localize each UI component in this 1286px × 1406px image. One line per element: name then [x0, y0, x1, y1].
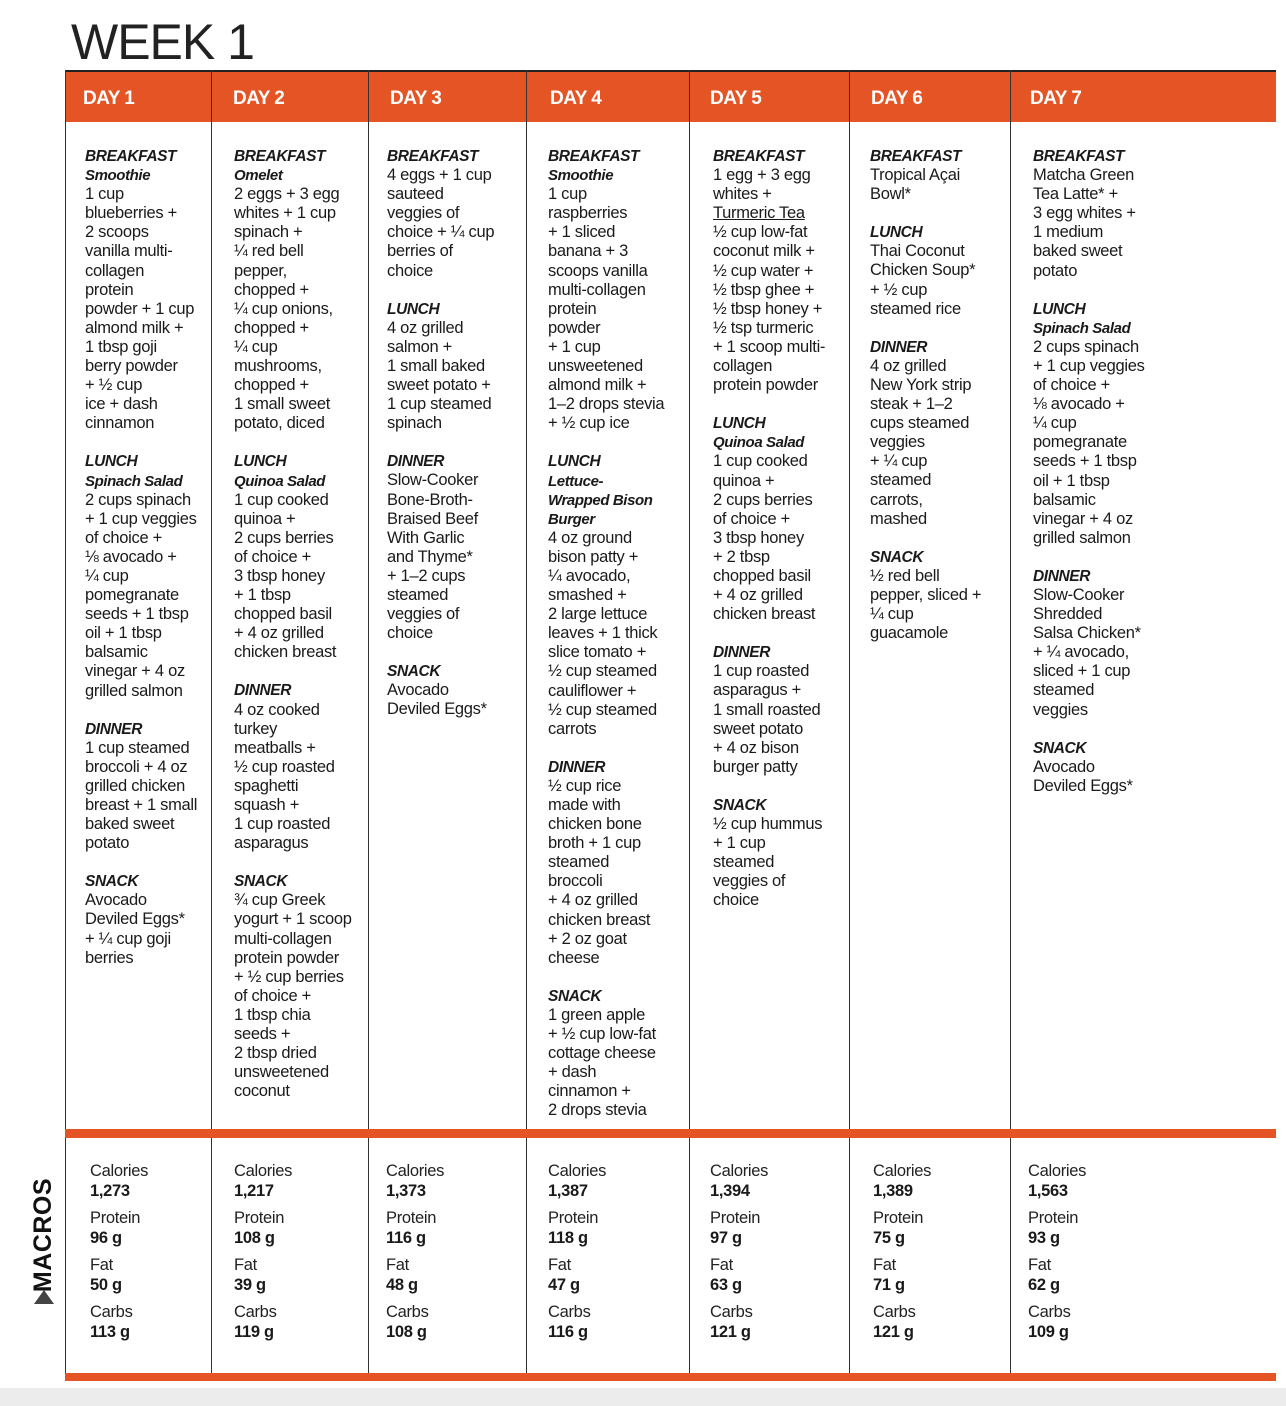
dish-name: Smoothie: [548, 167, 614, 185]
carbs-label: Carbs: [234, 1303, 277, 1321]
snack-block: [387, 662, 494, 719]
meal-ingredients: Tropical Açai Bowl*: [870, 166, 960, 204]
fat-label: Fat: [386, 1256, 409, 1274]
protein-value: 97 g: [710, 1229, 742, 1247]
dinner-block: [870, 338, 981, 529]
day-5-macros: [710, 1161, 768, 1349]
protein-value: 93 g: [1028, 1229, 1060, 1247]
protein-value: 118 g: [548, 1229, 588, 1247]
day-2-macros: [234, 1161, 292, 1349]
lunch-block: [713, 414, 825, 624]
carbs-label: Carbs: [548, 1303, 591, 1321]
column-divider: [211, 70, 212, 1381]
column-divider: [368, 70, 369, 1381]
dish-name: Quinoa Salad: [234, 472, 326, 490]
protein-label: Protein: [234, 1209, 285, 1227]
dish-name: Spinach Salad: [1033, 319, 1131, 337]
protein-label: Protein: [1028, 1209, 1079, 1227]
meal-ingredients: 1 cup cooked quinoa + 2 cups berries of choice + 3 tbsp honey + 1 tbsp chopped basil + 4 oz grilled chicken breast: [234, 490, 337, 662]
protein-value: 75 g: [873, 1229, 905, 1247]
meal-ingredients: 1 cup raspberries + 1 sliced banana + 3 scoops vanilla multi-collagen protein powder + 1 cup unsweetened almond milk + 1–2 drops stevia + ½ cup ice: [548, 185, 665, 433]
lunch-block: [548, 452, 664, 738]
meal-heading: LUNCH: [1033, 300, 1086, 318]
calories-label: Calories: [1028, 1162, 1087, 1180]
meal-ingredients: 2 cups spinach + 1 cup veggies of choice + ⅛ avocado + ¼ cup pomegranate seeds + 1 tbsp oil + 1 tbsp balsamic vinegar + 4 oz grilled salmon: [1033, 337, 1145, 547]
meal-ingredients-intro: 1 egg + 3 egg whites +: [713, 166, 811, 204]
protein-value: 116 g: [386, 1229, 426, 1247]
calories-value: 1,217: [234, 1182, 274, 1200]
carbs-label: Carbs: [710, 1303, 753, 1321]
lunch-block: [387, 300, 494, 434]
meal-ingredients: Thai Coconut Chicken Soup* + ½ cup steamed rice: [870, 242, 976, 318]
day-7-header: DAY 7: [1030, 88, 1082, 109]
meal-heading: LUNCH: [85, 453, 138, 471]
fat-label: Fat: [234, 1256, 257, 1274]
dinner-block: [85, 720, 197, 854]
meal-ingredients: ½ red bell pepper, sliced + ¼ cup guacamole: [870, 566, 982, 643]
snack-block: [85, 872, 197, 967]
page-bottom-edge: [0, 1388, 1286, 1406]
meal-heading: LUNCH: [870, 224, 923, 242]
column-divider: [65, 70, 66, 1381]
day-7-macros: [1028, 1161, 1086, 1349]
meal-heading: SNACK: [85, 873, 139, 891]
meal-heading: SNACK: [1033, 739, 1087, 757]
fat-label: Fat: [90, 1256, 113, 1274]
carbs-value: 113 g: [90, 1323, 130, 1341]
macros-side-label: [26, 1162, 62, 1312]
day-1-macros: [90, 1161, 148, 1349]
meal-heading: BREAKFAST: [548, 148, 640, 165]
meal-ingredients: ½ cup low-fat coconut milk + ½ cup water + ½ tbsp ghee + ½ tbsp honey + ½ tsp turmeric + 1 scoop multi- collagen protein powder: [713, 223, 826, 395]
day-7-meals: [1033, 147, 1145, 815]
fat-value: 63 g: [710, 1276, 742, 1294]
meal-ingredients: 1 cup blueberries + 2 scoops vanilla multi- collagen protein powder + 1 cup almond milk + 1 tbsp goji berry powder + ½ cup ice + dash cinnamon: [85, 185, 195, 433]
day-2-header: DAY 2: [233, 88, 285, 109]
calories-label: Calories: [90, 1162, 149, 1180]
breakfast-block: [548, 147, 664, 433]
meal-heading: SNACK: [387, 663, 441, 681]
meal-ingredients: 4 oz grilled salmon + 1 small baked sweet potato + 1 cup steamed spinach: [387, 318, 492, 433]
carbs-label: Carbs: [386, 1303, 429, 1321]
dish-name: Omelet: [234, 167, 283, 185]
carbs-label: Carbs: [90, 1303, 133, 1321]
meal-ingredients: 1 green apple + ½ cup low-fat cottage cheese + dash cinnamon + 2 drops stevia: [548, 1005, 656, 1120]
snack-block: [713, 796, 825, 911]
calories-label: Calories: [873, 1162, 932, 1180]
snack-block: [870, 548, 981, 643]
macros-label: MACROS: [29, 1177, 57, 1293]
fat-value: 47 g: [548, 1276, 580, 1294]
calories-label: Calories: [548, 1162, 607, 1180]
table-bottom-bar: [65, 1373, 1276, 1381]
carbs-value: 109 g: [1028, 1323, 1069, 1341]
dinner-block: [713, 643, 825, 777]
fat-label: Fat: [1028, 1256, 1051, 1274]
meal-ingredients: 4 oz grilled New York strip steak + 1–2 cups steamed veggies + ¼ cup steamed carrots, mashed: [870, 356, 972, 528]
meal-ingredients: ½ cup hummus + 1 cup steamed veggies of choice: [713, 815, 823, 910]
meal-heading: LUNCH: [548, 453, 601, 471]
day-2-meals: [234, 147, 352, 1120]
dinner-block: [387, 452, 494, 643]
dinner-block: [234, 681, 352, 853]
column-divider: [1010, 70, 1011, 1381]
dish-name: Quinoa Salad: [713, 434, 805, 452]
day-6-header: DAY 6: [871, 88, 923, 109]
protein-label: Protein: [90, 1209, 141, 1227]
meal-ingredients: 2 eggs + 3 egg whites + 1 cup spinach + ¼ red bell pepper, chopped + ¼ cup onions, chopped + ¼ cup mushrooms, chopped + 1 small sweet potato, diced: [234, 185, 340, 433]
calories-value: 1,273: [90, 1182, 130, 1200]
meal-heading: DINNER: [85, 720, 143, 738]
day-3-macros: [386, 1161, 444, 1349]
breakfast-block: [234, 147, 352, 433]
fat-value: 39 g: [234, 1276, 266, 1294]
fat-label: Fat: [548, 1256, 571, 1274]
fat-value: 62 g: [1028, 1276, 1060, 1294]
meal-heading: SNACK: [234, 873, 288, 891]
snack-block: [234, 872, 352, 1101]
day-3-meals: [387, 147, 494, 739]
breakfast-block: [1033, 147, 1145, 281]
day-6-macros: [873, 1161, 931, 1349]
protein-value: 96 g: [90, 1229, 122, 1247]
day-6-meals: [870, 147, 981, 662]
calories-label: Calories: [386, 1162, 445, 1180]
meal-heading: DINNER: [870, 338, 928, 356]
calories-value: 1,394: [710, 1182, 750, 1200]
meal-ingredients: Slow-Cooker Shredded Salsa Chicken* + ¼ avocado, sliced + 1 cup steamed veggies: [1033, 585, 1141, 719]
day-4-meals: [548, 147, 664, 1140]
meal-ingredients: 2 cups spinach + 1 cup veggies of choice + ⅛ avocado + ¼ cup pomegranate seeds + 1 tbsp oil + 1 tbsp balsamic vinegar + 4 oz grilled salmon: [85, 490, 197, 700]
protein-label: Protein: [386, 1209, 437, 1227]
meal-heading: DINNER: [1033, 567, 1091, 585]
day-1-meals: [85, 147, 197, 987]
meal-heading: BREAKFAST: [85, 148, 177, 165]
fat-value: 48 g: [386, 1276, 418, 1294]
meal-heading: BREAKFAST: [234, 148, 326, 165]
breakfast-block: [713, 147, 825, 395]
meal-heading: BREAKFAST: [870, 148, 962, 165]
meal-ingredients: 1 cup steamed broccoli + 4 oz grilled chicken breast + 1 small baked sweet potato: [85, 738, 198, 853]
fat-label: Fat: [710, 1256, 733, 1274]
calories-label: Calories: [710, 1162, 769, 1180]
dish-name: Spinach Salad: [85, 472, 183, 490]
calories-value: 1,373: [386, 1182, 426, 1200]
page-title: WEEK 1: [71, 14, 254, 70]
triangle-arrow-icon: [34, 1290, 54, 1304]
meal-heading: BREAKFAST: [387, 148, 479, 165]
meal-heading: LUNCH: [234, 453, 287, 471]
meal-heading: BREAKFAST: [1033, 148, 1125, 165]
carbs-value: 108 g: [386, 1323, 427, 1341]
meal-ingredients: Slow-Cooker Bone-Broth- Braised Beef With Garlic and Thyme* + 1–2 cups steamed veggies of choice: [387, 471, 479, 643]
fat-value: 50 g: [90, 1276, 122, 1294]
snack-block: [1033, 739, 1145, 796]
column-divider: [689, 70, 690, 1381]
carbs-label: Carbs: [873, 1303, 916, 1321]
carbs-value: 116 g: [548, 1323, 588, 1341]
day-5-meals: [713, 147, 825, 929]
meal-heading: DINNER: [713, 644, 771, 662]
lunch-block: [870, 223, 981, 318]
meal-heading: SNACK: [713, 796, 767, 814]
calories-value: 1,389: [873, 1182, 913, 1200]
breakfast-block: [85, 147, 197, 433]
day-3-header: DAY 3: [390, 88, 442, 109]
carbs-value: 119 g: [234, 1323, 274, 1341]
meal-ingredients: 4 eggs + 1 cup sauteed veggies of choice + ¼ cup berries of choice: [387, 166, 495, 280]
protein-label: Protein: [710, 1209, 761, 1227]
breakfast-block: [387, 147, 494, 281]
dinner-block: [548, 758, 664, 968]
calories-label: Calories: [234, 1162, 293, 1180]
lunch-block: [1033, 300, 1145, 548]
meal-ingredients: 1 cup cooked quinoa + 2 cups berries of choice + 3 tbsp honey + 2 tbsp chopped basil + 4 oz grilled chicken breast: [713, 452, 816, 624]
meal-ingredients: ¾ cup Greek yogurt + 1 scoop multi-collagen protein powder + ½ cup berries of choice + 1 tbsp chia seeds + 2 tbsp dried unsweetened coconut: [234, 891, 352, 1101]
meal-heading: DINNER: [548, 758, 606, 776]
carbs-label: Carbs: [1028, 1303, 1071, 1321]
day-1-header: DAY 1: [83, 88, 135, 109]
protein-label: Protein: [548, 1209, 599, 1227]
meal-heading: BREAKFAST: [713, 148, 805, 165]
snack-block: [548, 987, 664, 1121]
lunch-block: [234, 452, 352, 662]
meal-ingredients: Matcha Green Tea Latte* + 3 egg whites + 1 medium baked sweet potato: [1033, 166, 1136, 280]
meal-ingredients: Avocado Deviled Eggs*: [1033, 757, 1133, 795]
carbs-value: 121 g: [873, 1323, 914, 1341]
meal-ingredients: 1 cup roasted asparagus + 1 small roasted sweet potato + 4 oz bison burger patty: [713, 662, 821, 776]
turmeric-tea-link[interactable]: Turmeric Tea: [713, 204, 805, 223]
day-4-header: DAY 4: [550, 88, 602, 109]
protein-label: Protein: [873, 1209, 924, 1227]
meal-ingredients: Avocado Deviled Eggs* + ¼ cup goji berries: [85, 891, 185, 967]
fat-value: 71 g: [873, 1276, 905, 1294]
day-4-macros: [548, 1161, 606, 1349]
fat-label: Fat: [873, 1256, 896, 1274]
meal-ingredients: Avocado Deviled Eggs*: [387, 681, 487, 719]
lunch-block: [85, 452, 197, 700]
meal-ingredients: 4 oz ground bison patty + ¼ avocado, smashed + 2 large lettuce leaves + 1 thick slice tomato + ½ cup steamed cauliflower + ½ cup steamed carrots: [548, 528, 658, 738]
calories-value: 1,563: [1028, 1182, 1068, 1200]
meal-heading: SNACK: [870, 548, 924, 566]
calories-value: 1,387: [548, 1182, 588, 1200]
meal-ingredients: 4 oz cooked turkey meatballs + ½ cup roasted spaghetti squash + 1 cup roasted asparagus: [234, 700, 335, 853]
meal-heading: LUNCH: [387, 300, 440, 318]
carbs-value: 121 g: [710, 1323, 751, 1341]
meal-heading: DINNER: [387, 453, 445, 471]
day-5-header: DAY 5: [710, 88, 762, 109]
meal-heading: SNACK: [548, 987, 602, 1005]
meal-ingredients: ½ cup rice made with chicken bone broth + 1 cup steamed broccoli + 4 oz grilled chicken breast + 2 oz goat cheese: [548, 776, 651, 967]
dish-name: Lettuce- Wrapped Bison Burger: [548, 472, 653, 528]
macros-separator-bar: [65, 1129, 1276, 1138]
dish-name: Smoothie: [85, 167, 151, 185]
meal-plan-table: [65, 70, 1276, 1381]
dinner-block: [1033, 567, 1145, 720]
column-divider: [526, 70, 527, 1381]
breakfast-block: [870, 147, 981, 204]
meal-heading: LUNCH: [713, 415, 766, 433]
meal-heading: DINNER: [234, 682, 292, 700]
protein-value: 108 g: [234, 1229, 275, 1247]
column-divider: [849, 70, 850, 1381]
